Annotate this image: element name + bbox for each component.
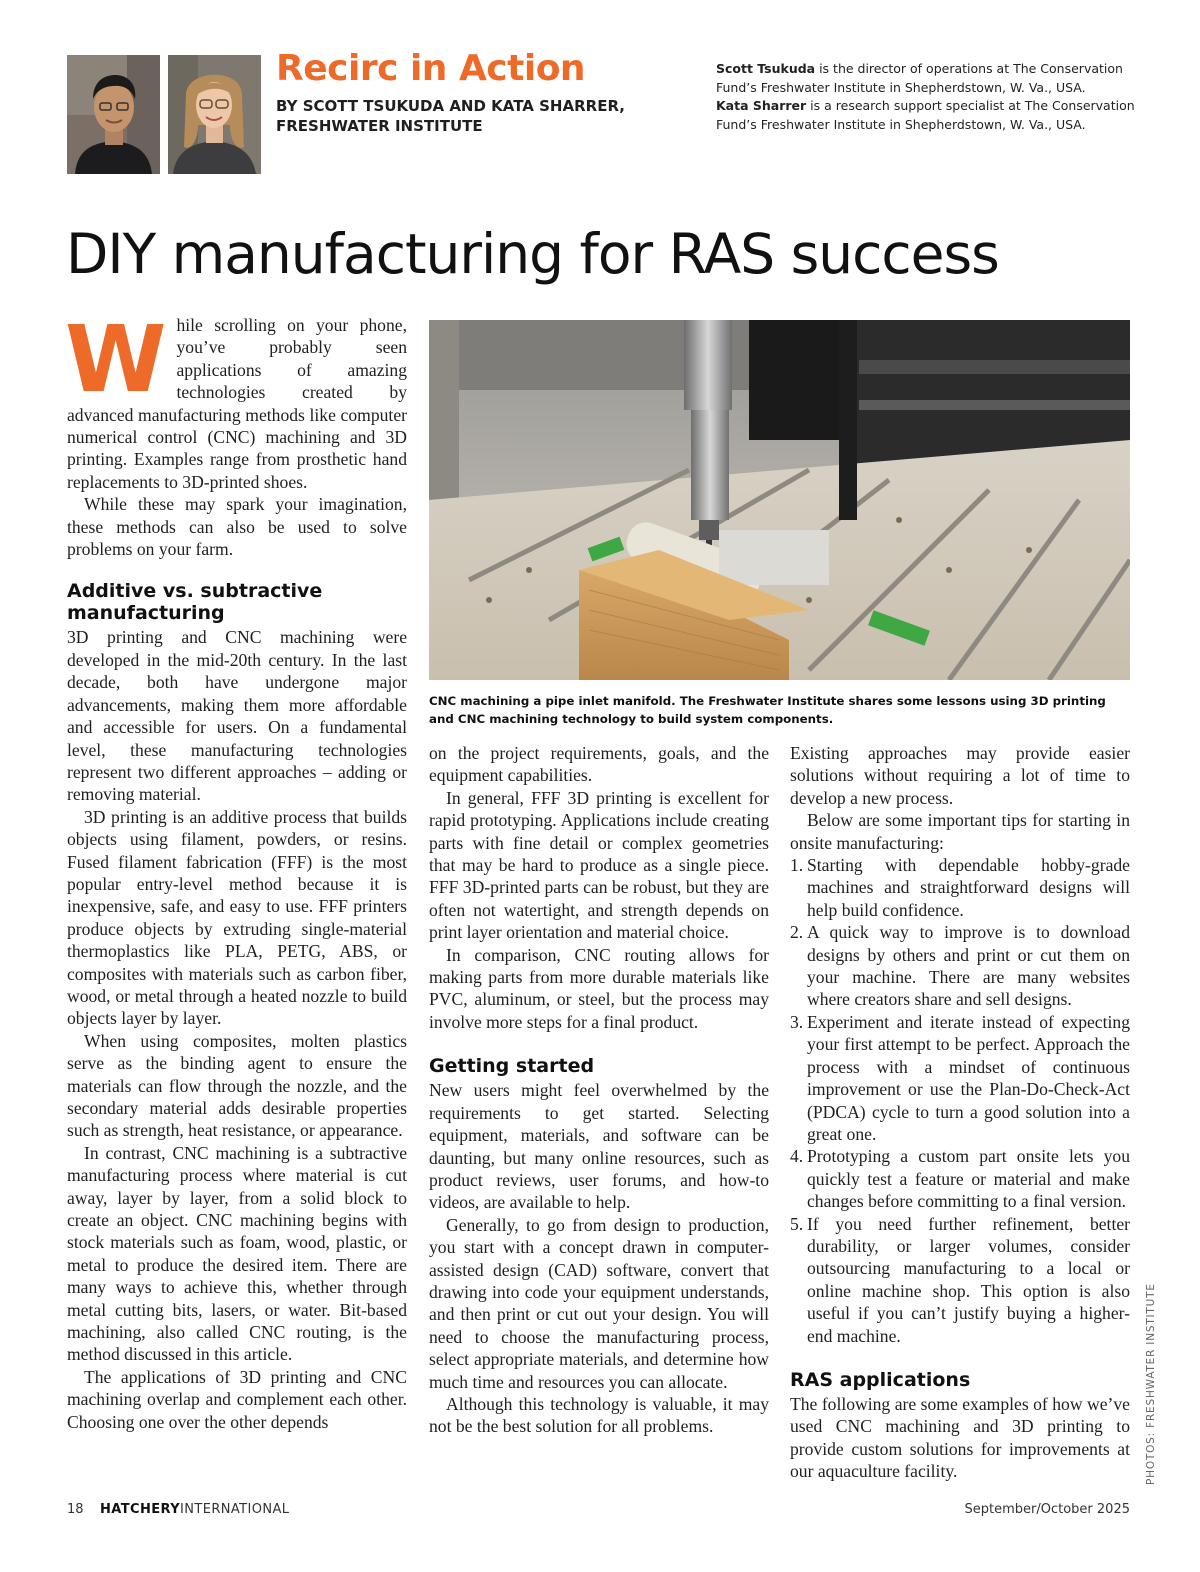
- section-heading: Additive vs. subtractive manufacturing: [67, 580, 323, 625]
- photo-caption: CNC machining a pipe inlet manifold. The Freshwater Institute shares some lessons using 3D printing and CNC machining technology to build system components.: [429, 694, 1106, 726]
- list-number: 2.: [790, 922, 804, 943]
- article-column-1: [65, 306, 407, 1433]
- list-item: [790, 1145, 1130, 1212]
- list-item-text: Experiment and iterate instead of expecting your first attempt to be perfect. Approach the process with a mindset of continuous improvement or use the Plan-Do-Check-Act (PDCA) cycle to turn a good solution into a great one.: [807, 1011, 1130, 1144]
- list-item: [790, 1011, 1130, 1145]
- paragraph: on the project requirements, goals, and the equipment capabilities.: [429, 743, 769, 786]
- paragraph: Generally, to go from design to production, you start with a concept drawn in computer-assisted design (CAD) software, convert that drawing into code your equipment understands, and then print or cut out your design. You will need to choose the manufacturing process, select appropriate materials, and determine how much time and resources you can allocate.: [429, 1214, 769, 1392]
- list-number: 4.: [790, 1146, 804, 1167]
- paragraph: The applications of 3D printing and CNC machining overlap and complement each other. Choosing one over the other depends: [67, 1366, 407, 1432]
- list-item-text: Starting with dependable hobby-grade machines and straightforward designs will help build confidence.: [807, 855, 1130, 920]
- paragraph: While these may spark your imagination, these methods can also be used to solve problems on your farm.: [67, 494, 407, 560]
- paragraph: Below are some important tips for starting in onsite manufacturing:: [790, 810, 1130, 853]
- section-heading: Getting started: [429, 1055, 595, 1078]
- byline-line: BY SCOTT TSUKUDA AND KATA SHARRER,: [276, 97, 625, 115]
- paragraph: In contrast, CNC machining is a subtractive manufacturing process where material is cut away, layer by layer, from a solid block to create an object. CNC machining begins with stock materials such as foam, wood, plastic, or metal to produce the desired item. There are many ways to achieve this, whether through metal cutting bits, lasers, or water. Bit-based machining, also called CNC routing, is the method discussed in this article.: [67, 1142, 407, 1365]
- author-bio-text: is a research support specialist at The Conservation Fund’s Freshwater Institute in Shepherdstown, W. Va., USA.: [716, 98, 1135, 132]
- paragraph: In general, FFF 3D printing is excellent for rapid prototyping. Applications include creating parts with fine detail or complex geometries that may be hard to produce as a single piece. FFF 3D-printed parts can be robust, but they are often not watertight, and strength depends on print layer orientation and material choice.: [429, 787, 769, 943]
- list-item-text: A quick way to improve is to download designs by others and print or cut them on your machine. There are many websites where creators share and sell designs.: [807, 922, 1130, 1010]
- page-number: 18: [67, 1502, 84, 1517]
- author-bio-text: is the director of operations at The Conservation Fund’s Freshwater Institute in Shepherdstown, W. Va., USA.: [716, 61, 1123, 95]
- author-bio: [716, 60, 1136, 97]
- list-item: [790, 854, 1130, 921]
- tips-list: [790, 854, 1130, 1347]
- author-photo-kata-sharrer: [168, 55, 261, 174]
- paragraph: 3D printing is an additive process that builds objects using filament, powders, or resins. Fused filament fabrication (FFF) is the most popular entry-level method because it is inexpensive, safe, and easy to use. FFF printers produce objects by extruding single-material thermoplastics like PLA, PETG, ABS, or composites with materials such as carbon fiber, wood, or metal through a heated nozzle to build objects layer by layer.: [67, 806, 407, 1029]
- drop-cap: W: [65, 306, 167, 413]
- author-bios: [716, 60, 1136, 134]
- list-item: [790, 921, 1130, 1011]
- paragraph: 3D printing and CNC machining were developed in the mid-20th century. In the last decade, both have undergone major advancements, making them more affordable and accessible for users. On a fundamental level, these manufacturing technologies represent two different approaches – adding or removing material.: [67, 627, 407, 805]
- article-column-3: [790, 742, 1130, 1483]
- issue-date: September/October 2025: [964, 1502, 1130, 1517]
- photo-credit: PHOTOS: FRESHWATER INSTITUTE: [1145, 1283, 1157, 1485]
- magazine-name-bold: HATCHERY: [100, 1502, 181, 1517]
- paragraph: In comparison, CNC routing allows for making parts from more durable materials like PVC, aluminum, or steel, but the process may involve more steps for a final product.: [429, 944, 769, 1032]
- paragraph: hile scrolling on your phone, you’ve probably seen applications of amazing technologies created by advanced manufacturing methods like computer numerical control (CNC) machining and 3D printing. Examples range from prosthetic hand replacements to 3D-printed shoes.: [67, 315, 407, 492]
- paragraph: The following are some examples of how we’ve used CNC machining and 3D printing to provide custom solutions for improvements at our aquaculture facility.: [790, 1393, 1130, 1482]
- author-bio: [716, 97, 1136, 134]
- list-number: 3.: [790, 1011, 804, 1032]
- list-item: [790, 1213, 1130, 1347]
- article-column-2: [429, 742, 769, 1438]
- list-number: 5.: [790, 1213, 804, 1234]
- paragraph: Existing approaches may provide easier solutions without requiring a lot of time to develop a new process.: [790, 743, 1130, 808]
- cnc-machine-photo: [429, 320, 1130, 680]
- author-photo-scott-tsukuda: [67, 55, 160, 174]
- list-item-text: Prototyping a custom part onsite lets you quickly test a feature or material and make changes before committing to a final version.: [807, 1146, 1130, 1212]
- column-title: Recirc in Action: [276, 48, 586, 89]
- paragraph: Although this technology is valuable, it may not be the best solution for all problems.: [429, 1393, 769, 1437]
- article-headline: DIY manufacturing for RAS success: [66, 222, 999, 286]
- magazine-name-light: INTERNATIONAL: [180, 1502, 290, 1517]
- author-name: Scott Tsukuda: [716, 61, 816, 76]
- list-item-text: If you need further refinement, better durability, or larger volumes, consider outsourcing manufacturing to a local or online machine shop. This option is also useful if you can’t justify buying a higher-end machine.: [807, 1213, 1130, 1346]
- list-number: 1.: [790, 855, 804, 876]
- author-name: Kata Sharrer: [716, 98, 807, 113]
- paragraph: When using composites, molten plastics serve as the binding agent to ensure the materials can flow through the nozzle, and the secondary material adds desirable properties such as strength, heat resistance, or appearance.: [67, 1030, 407, 1141]
- section-heading: RAS applications: [790, 1368, 971, 1391]
- byline-line: FRESHWATER INSTITUTE: [276, 117, 483, 135]
- magazine-name: [100, 1502, 289, 1517]
- paragraph: New users might feel overwhelmed by the requirements to get started. Selecting equipment, materials, and software can be daunting, but many online resources, such as product reviews, user forums, and how-to videos, are available to help.: [429, 1080, 769, 1213]
- byline: [276, 96, 625, 136]
